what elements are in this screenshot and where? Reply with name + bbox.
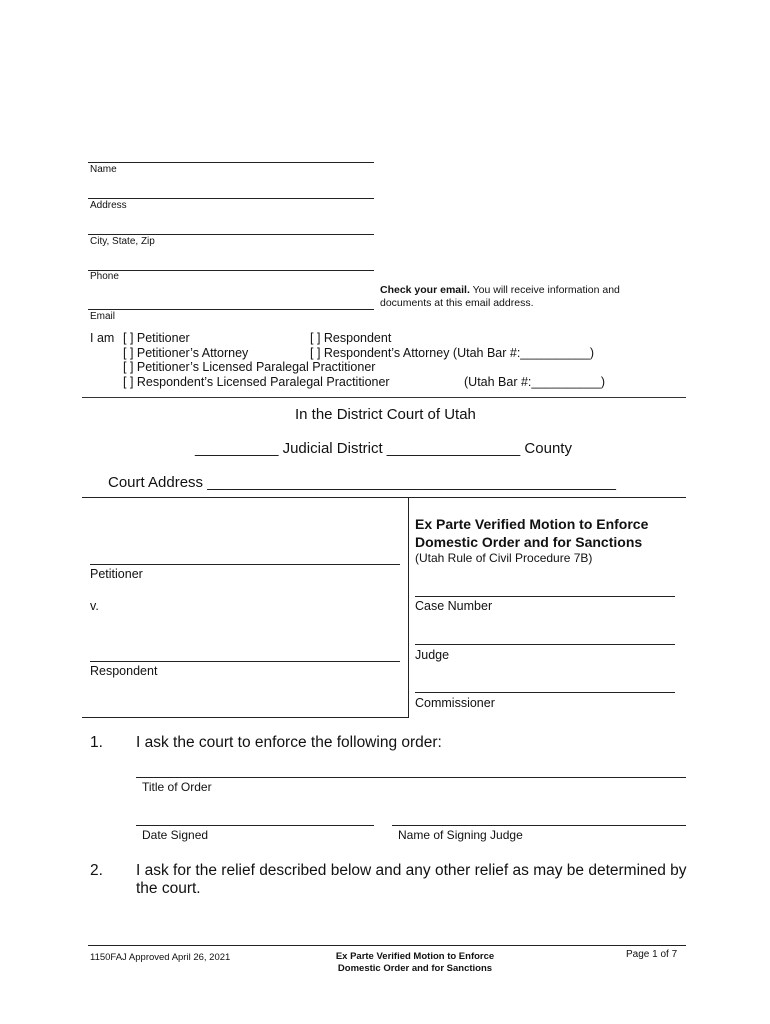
document-title	[415, 515, 648, 551]
address-label: Address	[90, 200, 127, 211]
document-title-line2: Domestic Order and for Sanctions	[415, 534, 643, 550]
district-county-line[interactable]: __________ Judicial District ________________ County	[195, 440, 572, 457]
commissioner-label: Commissioner	[415, 696, 495, 710]
item1-text: I ask the court to enforce the following order:	[136, 734, 442, 751]
city-line[interactable]	[88, 234, 374, 235]
address-line[interactable]	[88, 198, 374, 199]
petitioner-label: Petitioner	[90, 567, 143, 581]
email-line[interactable]	[88, 309, 374, 310]
versus-label: v.	[90, 599, 99, 613]
caption-vertical-divider	[408, 497, 409, 717]
footer-title	[310, 951, 520, 975]
commissioner-line[interactable]	[415, 692, 675, 693]
role-petitioner-checkbox[interactable]: [ ] Petitioner	[123, 331, 190, 345]
document-title-line1: Ex Parte Verified Motion to Enforce	[415, 516, 649, 532]
name-label: Name	[90, 164, 117, 175]
caption-bottom-border	[82, 717, 409, 718]
item2-line2: the court.	[136, 880, 201, 897]
footer-page-number: Page 1 of 7	[626, 949, 678, 960]
footer-title-line2: Domestic Order and for Sanctions	[337, 963, 493, 974]
email-note-bold: Check your email.	[380, 284, 470, 296]
bar-number-field[interactable]: (Utah Bar #:__________)	[464, 375, 606, 389]
role-respondent-attorney-checkbox[interactable]: [ ] Respondent’s Attorney (Utah Bar #:__________)	[310, 346, 594, 360]
role-respondent-lpp-checkbox[interactable]: [ ] Respondent’s Licensed Paralegal Practitioner	[123, 375, 390, 389]
caption-top-border	[82, 497, 686, 498]
respondent-label: Respondent	[90, 664, 158, 678]
title-of-order-label: Title of Order	[142, 780, 212, 794]
case-number-label: Case Number	[415, 599, 493, 613]
phone-label: Phone	[90, 271, 119, 282]
email-note-rest2: documents at this email address.	[380, 297, 534, 309]
role-prefix: I am	[90, 331, 115, 345]
email-label: Email	[90, 311, 116, 322]
date-signed-label: Date Signed	[142, 828, 209, 842]
email-note-rest1: You will receive information and	[469, 284, 620, 296]
role-petitioner-attorney-checkbox[interactable]: [ ] Petitioner’s Attorney	[123, 346, 249, 360]
footer-form-id: 1150FAJ Approved April 26, 2021	[90, 952, 231, 963]
email-note	[380, 284, 620, 310]
footer-title-line1: Ex Parte Verified Motion to Enforce	[335, 951, 495, 962]
city-label: City, State, Zip	[90, 236, 155, 247]
name-line[interactable]	[88, 162, 374, 163]
item2-number: 2.	[90, 862, 103, 879]
case-number-line[interactable]	[415, 596, 675, 597]
title-of-order-line[interactable]	[136, 777, 686, 778]
item1-number: 1.	[90, 734, 103, 751]
role-respondent-checkbox[interactable]: [ ] Respondent	[310, 331, 392, 345]
rule-citation: (Utah Rule of Civil Procedure 7B)	[415, 551, 593, 565]
footer-divider	[88, 945, 686, 946]
date-signed-line[interactable]	[136, 825, 374, 826]
item2-text	[136, 862, 687, 898]
signing-judge-line[interactable]	[392, 825, 686, 826]
respondent-line[interactable]	[90, 661, 400, 662]
court-title: In the District Court of Utah	[295, 406, 476, 423]
court-address-line[interactable]: Court Address _________________________________________________	[108, 474, 616, 491]
phone-line[interactable]	[88, 270, 374, 271]
role-petitioner-lpp-checkbox[interactable]: [ ] Petitioner’s Licensed Paralegal Practitioner	[123, 360, 376, 374]
petitioner-line[interactable]	[90, 564, 400, 565]
item2-line1: I ask for the relief described below and any other relief as may be determined by	[136, 862, 687, 879]
judge-line[interactable]	[415, 644, 675, 645]
header-divider	[82, 397, 686, 398]
judge-label: Judge	[415, 648, 450, 662]
signing-judge-label: Name of Signing Judge	[398, 828, 523, 842]
